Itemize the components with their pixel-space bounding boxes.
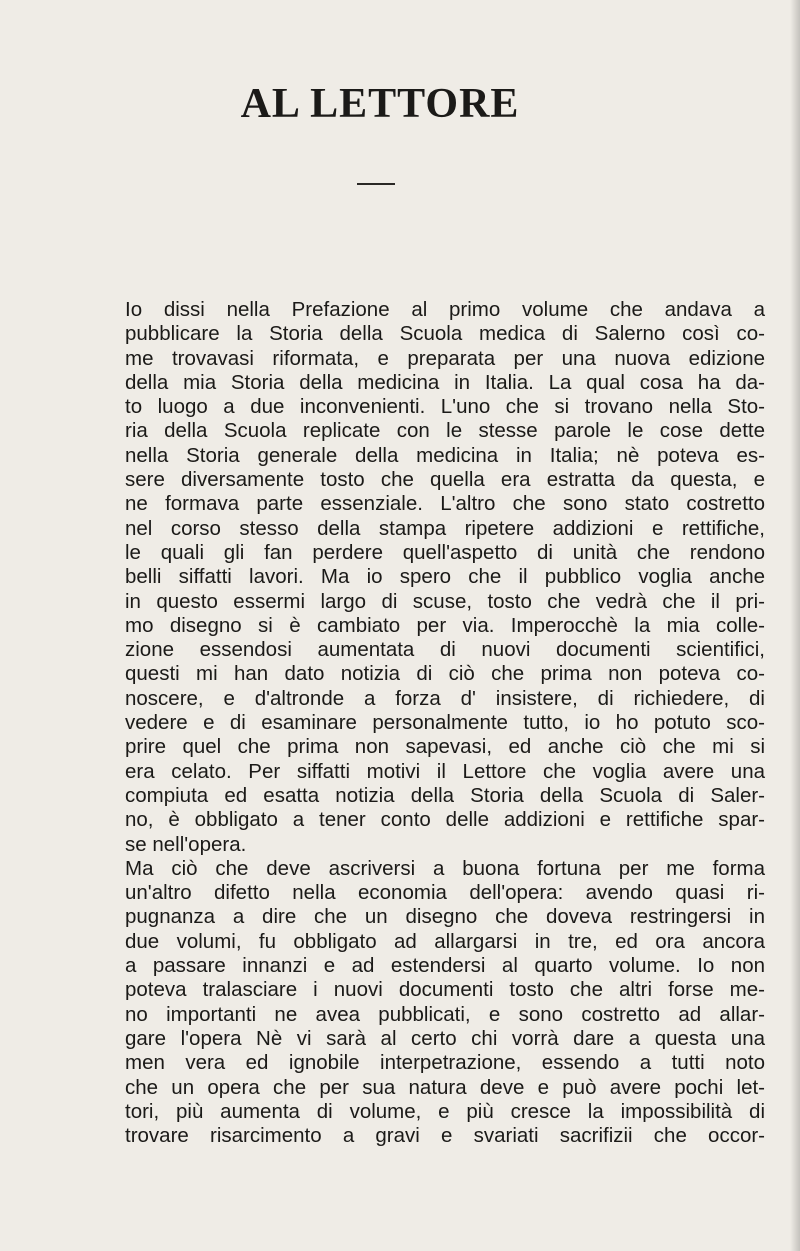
text-line: noscere, e d'altronde a forza d' insistere, di richiedere, di (125, 686, 765, 710)
text-line: to luogo a due inconvenienti. L'uno che si trovano nella Sto- (125, 395, 765, 419)
text-line: no importanti ne avea pubblicati, e sono costretto ad allar- (125, 1002, 765, 1026)
text-line: pubblicare la Storia della Scuola medica di Salerno così co- (125, 322, 765, 346)
text-line: che un opera che per sua natura deve e può avere pochi let- (125, 1075, 765, 1099)
text-line: della mia Storia della medicina in Italia. La qual cosa ha da- (125, 370, 765, 394)
text-line: mo disegno si è cambiato per via. Imperocchè la mia colle- (125, 613, 765, 637)
text-line: le quali gli fan perdere quell'aspetto di unità che rendono (125, 540, 765, 564)
text-line: poteva tralasciare i nuovi documenti tosto che altri forse me- (125, 978, 765, 1002)
text-line: compiuta ed esatta notizia della Storia della Scuola di Saler- (125, 783, 765, 807)
text-line: me trovavasi riformata, e preparata per una nuova edizione (125, 346, 765, 370)
text-line: se nell'opera. (125, 832, 247, 856)
text-line: vedere e di esaminare personalmente tutto, io ho potuto sco- (125, 711, 765, 735)
text-line: era celato. Per siffatti motivi il Lettore che voglia avere una (125, 759, 765, 783)
text-line: prire quel che prima non sapevasi, ed anche ciò che mi si (125, 735, 765, 759)
text-line: trovare risarcimento a gravi e svariati sacrifizii che occor- (125, 1124, 765, 1148)
text-line: men vera ed ignobile interpetrazione, essendo a tutti noto (125, 1051, 765, 1075)
text-line: ria della Scuola replicate con le stesse parole le cose dette (125, 419, 765, 443)
text-line: Io dissi nella Prefazione al primo volume che andava a (125, 298, 765, 321)
page-edge-shadow (790, 0, 800, 1251)
text-line: zione essendosi aumentata di nuovi documenti scientifici, (125, 638, 765, 662)
text-line: gare l'opera Nè vi sarà al certo chi vorrà dare a questa una (125, 1026, 765, 1050)
text-line: Ma ciò che deve ascriversi a buona fortuna per me forma (125, 856, 765, 880)
text-line: nel corso stesso della stampa ripetere addizioni e rettifiche, (125, 516, 765, 540)
text-line: ne formava parte essenziale. L'altro che sono stato costretto (125, 492, 765, 516)
text-line: due volumi, fu obbligato ad allargarsi in tre, ed ora ancora (125, 929, 765, 953)
text-line: questi mi han dato notizia di ciò che prima non poteva co- (125, 662, 765, 686)
text-line: a passare innanzi e ad estendersi al quarto volume. Io non (125, 954, 765, 978)
text-line: in questo essermi largo di scuse, tosto che vedrà che il pri- (125, 589, 765, 613)
text-line: nella Storia generale della medicina in Italia; nè poteva es- (125, 443, 765, 467)
text-line: tori, più aumenta di volume, e più cresce la impossibilità di (125, 1099, 765, 1123)
text-line: un'altro difetto nella economia dell'opera: avendo quasi ri- (125, 881, 765, 905)
text-line: pugnanza a dire che un disegno che doveva restringersi in (125, 905, 765, 929)
page-title: AL LETTORE (240, 81, 520, 127)
text-line: belli siffatti lavori. Ma io spero che il pubblico voglia anche (125, 565, 765, 589)
body-text (125, 298, 765, 1148)
text-line: no, è obbligato a tener conto delle addizioni e rettifiche spar- (125, 808, 765, 832)
title-rule (357, 183, 395, 185)
text-line: sere diversamente tosto che quella era estratta da questa, e (125, 468, 765, 492)
